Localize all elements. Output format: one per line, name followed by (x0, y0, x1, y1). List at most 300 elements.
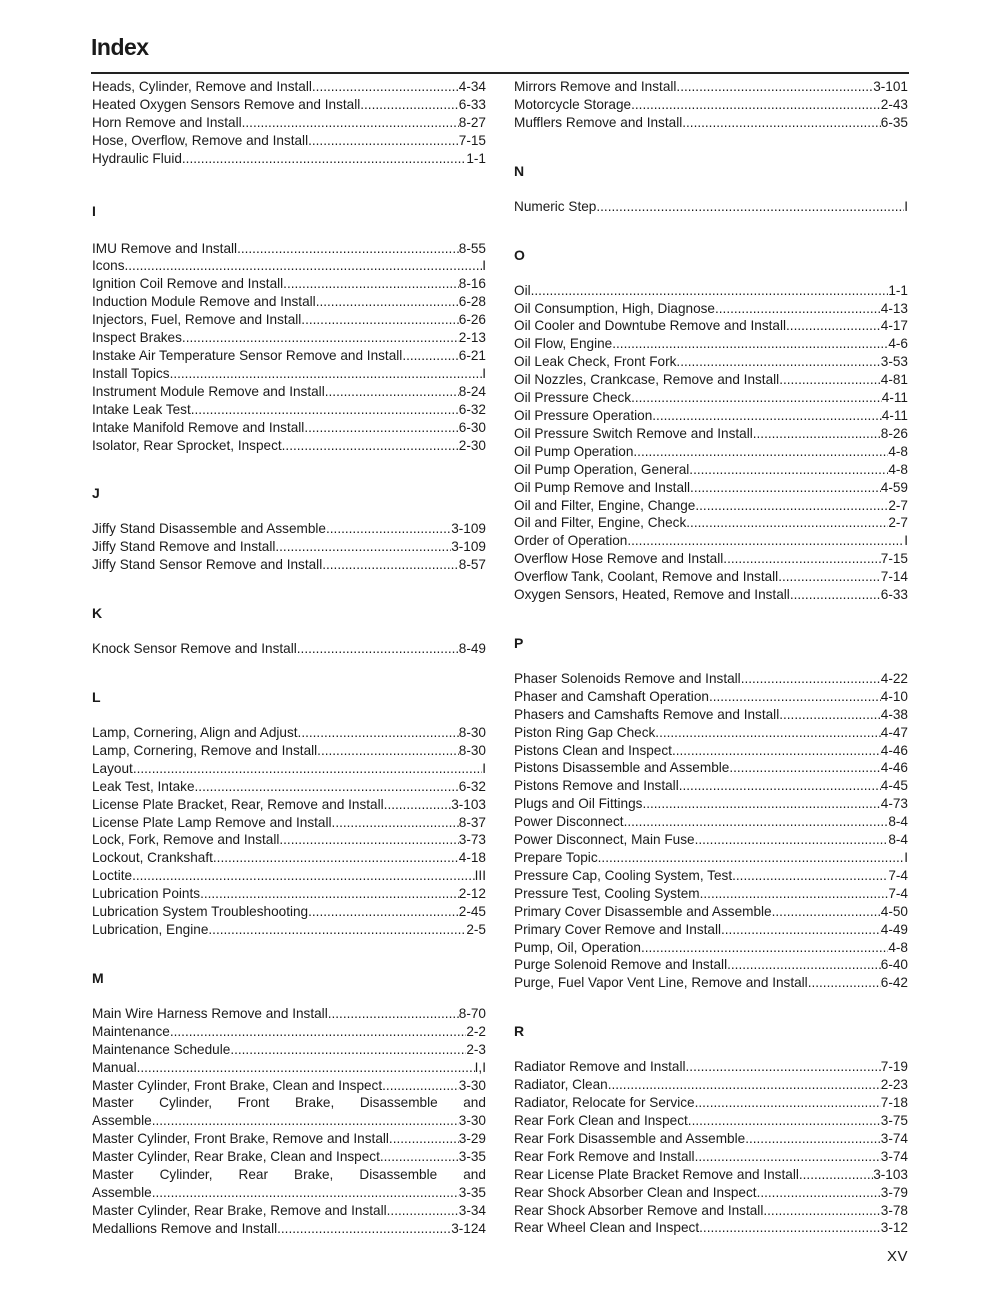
index-entry (92, 831, 486, 849)
index-entry-page-ref: 8-27 (458, 114, 486, 130)
section-letter-heading: L (92, 689, 101, 706)
dot-leader (699, 1219, 881, 1237)
index-entry (92, 903, 486, 921)
index-entry (514, 742, 908, 760)
index-entry-page-ref: 8-70 (458, 1005, 486, 1021)
dot-leader (316, 293, 459, 311)
dot-leader (237, 240, 459, 258)
index-entry-page-ref: 7-4 (888, 867, 908, 883)
dot-leader (695, 1148, 881, 1166)
index-entry-page-ref: 6-28 (458, 294, 486, 310)
index-entry-page-ref: I,I (474, 1059, 486, 1075)
dot-leader (741, 670, 881, 688)
index-entry-page-ref: 4-59 (880, 479, 908, 495)
index-entry-page-ref: 7-18 (880, 1095, 908, 1111)
dot-leader (242, 114, 459, 132)
dot-leader (757, 1184, 881, 1202)
index-entry (92, 419, 486, 437)
index-entry (514, 831, 908, 849)
index-entry-topic: Lubrication System Troubleshooting (92, 904, 309, 920)
dot-leader (641, 939, 888, 957)
dot-leader (688, 1112, 881, 1130)
index-entry (514, 550, 908, 568)
index-entry-topic: Injectors, Fuel, Remove and Install (92, 312, 302, 328)
dot-leader (384, 796, 452, 814)
dot-leader (317, 742, 459, 760)
dot-leader (715, 300, 881, 318)
page-title: Index (91, 34, 149, 60)
index-entry-topic: Plugs and Oil Fittings (514, 796, 643, 812)
dot-leader (690, 479, 881, 497)
index-entry-topic: Loctite (92, 868, 133, 884)
index-entry-topic: Lockout, Crankshaft (92, 850, 213, 866)
index-entry-topic: Install Topics (92, 365, 170, 381)
dot-leader (191, 401, 459, 419)
index-column-left (92, 78, 486, 1238)
dot-leader (642, 795, 880, 813)
dot-leader (695, 831, 889, 849)
index-entry-page-ref: 4-11 (881, 390, 908, 406)
index-entry (514, 353, 908, 371)
index-entry (92, 1202, 486, 1220)
dot-leader (652, 407, 882, 425)
index-entry-topic: Instake Air Temperature Sensor Remove and Install (92, 347, 403, 363)
index-entry (514, 956, 908, 974)
index-entry-wrapped-line (92, 1094, 486, 1112)
index-entry (514, 1112, 908, 1130)
index-entry-page-ref: III (474, 868, 486, 884)
index-entry-topic: License Plate Bracket, Rear, Remove and Install (92, 796, 384, 812)
dot-leader (631, 389, 882, 407)
index-entry-page-ref: 8-24 (458, 383, 486, 399)
index-entry (92, 329, 486, 347)
index-entry-topic: Oil Pressure Check (514, 390, 632, 406)
index-entry-topic: Lamp, Cornering, Align and Adjust (92, 725, 298, 741)
index-entry-page-ref: 4-8 (888, 461, 908, 477)
dot-leader (312, 78, 459, 96)
index-entry (514, 300, 908, 318)
index-entry-topic: Maintenance Schedule (92, 1041, 231, 1057)
wrapped-word: Cylinder, (159, 1095, 213, 1111)
index-entry-topic: Intake Manifold Remove and Install (92, 419, 305, 435)
index-entry (92, 78, 486, 96)
index-entry-topic: Overflow Tank, Coolant, Remove and Install (514, 569, 779, 585)
index-entry-topic: Rear License Plate Bracket Remove and Install (514, 1166, 799, 1182)
index-entry-topic: Heads, Cylinder, Remove and Install (92, 79, 312, 94)
index-entry-topic: Oil Pump Operation (514, 443, 634, 459)
index-entry (514, 813, 908, 831)
index-entry-page-ref: 7-15 (458, 132, 486, 148)
dot-leader (695, 1094, 881, 1112)
dot-leader (322, 556, 459, 574)
index-entry (92, 640, 486, 658)
dot-leader (332, 814, 459, 832)
index-entry-topic: Intake Leak Test (92, 401, 191, 417)
dot-leader (779, 706, 881, 724)
dot-leader (328, 1005, 459, 1023)
index-entry-topic: Oil and Filter, Engine, Check (514, 515, 687, 531)
index-entry (514, 1058, 908, 1076)
index-entry-topic: Main Wire Harness Remove and Install (92, 1005, 328, 1021)
dot-leader (727, 956, 881, 974)
section-letter-heading: R (514, 1023, 525, 1040)
section-letter-heading: O (514, 246, 525, 263)
index-entry-topic: Numeric Step (514, 198, 597, 214)
index-column-right (514, 78, 908, 1237)
dot-leader (779, 371, 881, 389)
index-entry-page-ref: 8-26 (880, 425, 908, 441)
dot-leader (778, 568, 881, 586)
index-entry-topic: Oil Cooler and Downtube Remove and Install (514, 318, 787, 334)
index-entry-page-ref: 4-8 (888, 443, 908, 459)
index-entry-topic: Oil Pressure Operation (514, 407, 653, 423)
index-entry-topic: Master Cylinder, Rear Brake, Remove and Install (92, 1202, 387, 1218)
wrapped-word: Master (92, 1167, 134, 1183)
index-entry (92, 150, 486, 168)
index-entry-topic: Leak Test, Intake (92, 778, 195, 794)
index-entry-topic: Overflow Hose Remove and Install (514, 551, 724, 567)
page-number: XV (886, 1248, 908, 1265)
index-entry-topic: Oil Leak Check, Front Fork (514, 354, 677, 370)
index-entry-topic: Rear Fork Disassemble and Assemble (514, 1130, 746, 1146)
index-entry-topic: Isolator, Rear Sprocket, Inspect (92, 437, 282, 453)
index-entry (514, 425, 908, 443)
index-entry-topic: Jiffy Stand Remove and Install (92, 539, 276, 555)
dot-leader (672, 742, 881, 760)
dot-leader (627, 532, 904, 550)
index-entry-topic: Rear Fork Clean and Inspect (514, 1112, 688, 1128)
index-entry-page-ref: 7-14 (880, 569, 908, 585)
index-entry-topic: Hose, Overflow, Remove and Install (92, 132, 309, 148)
index-entry-topic: Ignition Coil Remove and Install (92, 276, 284, 292)
index-entry (92, 383, 486, 401)
index-entry-topic: Primary Cover Remove and Install (514, 921, 721, 937)
index-entry (92, 742, 486, 760)
index-entry-page-ref: 4-17 (880, 318, 908, 334)
dot-leader (596, 198, 904, 216)
index-entry (514, 568, 908, 586)
index-entry (92, 437, 486, 455)
index-entry-page-ref: 8-49 (458, 641, 486, 657)
index-entry (514, 670, 908, 688)
index-entry-page-ref: 3-29 (458, 1131, 486, 1147)
index-entry (92, 114, 486, 132)
index-entry-page-ref: 3-74 (880, 1148, 908, 1164)
section-letter-heading: N (514, 162, 525, 179)
index-entry (514, 114, 908, 132)
dot-leader (695, 497, 888, 515)
index-entry (92, 132, 486, 150)
index-entry (514, 777, 908, 795)
index-entry-topic: Radiator, Relocate for Service (514, 1095, 695, 1111)
index-entry-page-ref: 6-26 (458, 312, 486, 328)
index-entry (92, 365, 486, 383)
wrapped-word: and (463, 1095, 486, 1111)
index-entry (92, 796, 486, 814)
index-entry (514, 867, 908, 885)
index-entry-topic: Master Cylinder, Front Brake, Remove and Install (92, 1131, 389, 1147)
index-entry-page-ref: 3-53 (880, 354, 908, 370)
index-entry (514, 706, 908, 724)
index-entry-topic: Oxygen Sensors, Heated, Remove and Install (514, 587, 790, 603)
index-entry-topic: Medallions Remove and Install (92, 1220, 278, 1236)
index-entry-topic: Oil (514, 282, 531, 298)
index-entry-page-ref: 4-73 (880, 796, 908, 812)
dot-leader (786, 317, 881, 335)
index-entry-topic: Oil Flow, Engine (514, 336, 613, 352)
index-entry (514, 1202, 908, 1220)
dot-leader (132, 867, 475, 885)
index-entry (92, 760, 486, 778)
index-entry-topic: Icons (92, 258, 125, 274)
index-entry-page-ref: 2-7 (888, 515, 908, 531)
index-entry (92, 96, 486, 114)
wrapped-word: Front (237, 1095, 270, 1111)
index-entry-topic: Purge Solenoid Remove and Install (514, 957, 728, 973)
section-letter-heading: K (92, 605, 103, 622)
index-entry-page-ref: 6-42 (880, 975, 908, 991)
index-entry-page-ref: 8-37 (458, 814, 486, 830)
wrapped-word: Disassemble (359, 1167, 438, 1183)
index-entry (514, 903, 908, 921)
section-letter-heading: P (514, 634, 524, 651)
index-entry-page-ref: 4-81 (880, 372, 908, 388)
index-entry-page-ref: 4-10 (880, 688, 908, 704)
index-entry-page-ref: 4-18 (458, 850, 486, 866)
index-entry-page-ref: 6-21 (458, 347, 486, 363)
index-entry-page-ref: 1-1 (466, 150, 486, 166)
index-entry-page-ref: 4-50 (880, 903, 908, 919)
index-entry-page-ref: 3-73 (458, 832, 486, 848)
dot-leader (182, 329, 459, 347)
index-entry (514, 461, 908, 479)
index-entry-topic: Pistons Remove and Install (514, 778, 679, 794)
dot-leader (230, 1041, 466, 1059)
index-entry-page-ref: 4-22 (880, 670, 908, 686)
index-entry-topic: Hydraulic Fluid (92, 150, 182, 166)
index-entry-topic: Rear Shock Absorber Clean and Inspect (514, 1184, 757, 1200)
wrapped-word: Brake, (294, 1095, 335, 1111)
dot-leader (279, 831, 458, 849)
dot-leader (753, 425, 881, 443)
index-entry-topic: Oil Pressure Switch Remove and Install (514, 425, 753, 441)
dot-leader (729, 759, 880, 777)
index-entry-page-ref: 8-30 (458, 742, 486, 758)
index-entry-topic: Rear Shock Absorber Remove and Install (514, 1202, 764, 1218)
index-entry-page-ref: 2-43 (880, 96, 908, 112)
dot-leader (631, 96, 881, 114)
index-entry-page-ref: 8-4 (888, 832, 908, 848)
index-entry (514, 849, 908, 867)
dot-leader (387, 1202, 459, 1220)
index-entry-page-ref: 2-5 (466, 922, 486, 937)
dot-leader (133, 760, 482, 778)
dot-leader (325, 383, 459, 401)
index-entry (514, 371, 908, 389)
dot-leader (304, 419, 458, 437)
index-entry-page-ref: I (904, 850, 908, 865)
index-entry (514, 479, 908, 497)
title-rule (91, 72, 909, 74)
index-entry (92, 1184, 486, 1202)
index-entry (514, 335, 908, 353)
dot-leader (380, 1148, 459, 1166)
index-entry (92, 293, 486, 311)
index-entry-page-ref: 4-46 (880, 742, 908, 758)
dot-leader (790, 586, 881, 604)
index-entry-page-ref: 3-75 (880, 1112, 908, 1128)
dot-leader (382, 1077, 459, 1095)
index-entry-page-ref: 3-109 (451, 521, 486, 537)
wrapped-word: Master (92, 1095, 134, 1111)
index-entry-page-ref: 8-16 (458, 276, 486, 292)
index-entry-topic: Power Disconnect (514, 814, 624, 830)
index-entry-page-ref: I (482, 258, 486, 274)
index-entry-topic: Jiffy Stand Sensor Remove and Install (92, 557, 323, 573)
section-letter-heading: J (92, 485, 100, 502)
index-entry-page-ref: 4-13 (880, 300, 908, 316)
dot-leader (633, 443, 888, 461)
index-entry-topic: Jiffy Stand Disassemble and Assemble (92, 521, 326, 537)
index-entry-topic: Motorcycle Storage (514, 96, 632, 112)
index-entry-topic: Knock Sensor Remove and Install (92, 641, 297, 657)
dot-leader (732, 867, 888, 885)
index-entry-topic: Layout (92, 760, 133, 776)
index-entry-page-ref: 3-74 (880, 1130, 908, 1146)
index-entry-page-ref: 3-12 (880, 1220, 908, 1236)
index-entry-topic: Power Disconnect, Main Fuse (514, 832, 695, 848)
index-entry (514, 795, 908, 813)
index-entry (514, 532, 908, 550)
index-entry-page-ref: 8-4 (888, 814, 908, 830)
index-entry-topic: Piston Ring Gap Check (514, 724, 656, 740)
index-entry-page-ref: 4-49 (880, 921, 908, 937)
index-entry-page-ref: 2-3 (466, 1041, 486, 1057)
dot-leader (170, 1023, 467, 1041)
dot-leader (689, 461, 888, 479)
index-entry (514, 974, 908, 992)
index-entry-page-ref: 6-32 (458, 778, 486, 794)
dot-leader (655, 724, 880, 742)
index-entry-topic: Phaser Solenoids Remove and Install (514, 670, 741, 686)
index-entry-topic: Inspect Brakes (92, 330, 182, 346)
index-entry (514, 96, 908, 114)
index-entry (92, 867, 486, 885)
index-entry-topic: Pistons Disassemble and Assemble (514, 760, 730, 776)
dot-leader (799, 1166, 873, 1184)
index-entry-topic: Phaser and Camshaft Operation (514, 688, 709, 704)
index-entry-page-ref: 2-23 (880, 1077, 908, 1093)
index-entry-page-ref: 6-30 (458, 419, 486, 435)
index-entry (92, 921, 486, 939)
index-entry (514, 282, 908, 300)
index-entry (92, 1023, 486, 1041)
index-entry (92, 1005, 486, 1023)
index-entry (514, 1148, 908, 1166)
dot-leader (283, 275, 459, 293)
index-entry-page-ref: 3-30 (458, 1113, 486, 1129)
index-entry-page-ref: 2-30 (458, 437, 486, 453)
index-entry-page-ref: 8-30 (458, 725, 486, 741)
dot-leader (808, 974, 881, 992)
dot-leader (721, 921, 881, 939)
index-entry-topic: Induction Module Remove and Install (92, 294, 316, 310)
dot-leader (275, 538, 451, 556)
index-entry-topic: Assemble (92, 1184, 152, 1200)
index-entry (92, 401, 486, 419)
dot-leader (686, 514, 888, 532)
index-entry-topic: Radiator Remove and Install (514, 1059, 686, 1075)
index-entry-page-ref: 3-103 (873, 1166, 908, 1182)
index-entry-topic: Mirrors Remove and Install (514, 79, 677, 94)
dot-leader (301, 311, 458, 329)
dot-leader (700, 885, 889, 903)
index-entry-topic: Oil Consumption, High, Diagnose (514, 300, 715, 316)
index-entry-topic: Phasers and Camshafts Remove and Install (514, 706, 780, 722)
index-entry-page-ref: 6-35 (880, 114, 908, 130)
dot-leader (308, 132, 459, 150)
index-entry-page-ref: I (482, 760, 486, 776)
index-entry-topic: Pump, Oil, Operation (514, 939, 641, 955)
index-entry-topic: Master Cylinder, Front Brake, Clean and Inspect (92, 1077, 383, 1093)
dot-leader (531, 282, 889, 300)
index-entry-topic: Lock, Fork, Remove and Install (92, 832, 280, 848)
index-entry-topic: Horn Remove and Install (92, 114, 242, 130)
dot-leader (282, 437, 459, 455)
index-entry-page-ref: I (904, 533, 908, 549)
index-entry-page-ref: 8-55 (458, 240, 486, 256)
index-entry (514, 1076, 908, 1094)
dot-leader (686, 1058, 881, 1076)
index-entry-page-ref: 3-103 (451, 796, 486, 812)
index-entry-topic: Prepare Topic (514, 850, 598, 865)
index-entry (92, 556, 486, 574)
index-entry-page-ref: 4-45 (880, 778, 908, 794)
dot-leader (200, 885, 459, 903)
dot-leader (326, 520, 451, 538)
wrapped-word: Cylinder, (159, 1167, 213, 1183)
index-entry-page-ref: 4-46 (880, 760, 908, 776)
wrapped-word: Rear (238, 1167, 268, 1183)
index-entry (514, 407, 908, 425)
index-entry-topic: Rear Fork Remove and Install (514, 1148, 695, 1164)
index-entry-page-ref: 7-15 (880, 551, 908, 567)
dot-leader (612, 335, 888, 353)
index-entry-page-ref: 2-12 (458, 886, 486, 902)
index-entry (514, 78, 908, 96)
index-entry (514, 389, 908, 407)
index-entry-topic: Rear Wheel Clean and Inspect (514, 1220, 700, 1236)
index-entry (514, 688, 908, 706)
index-entry-page-ref: 3-35 (458, 1149, 486, 1165)
index-entry-topic: Oil Pump Remove and Install (514, 479, 691, 495)
index-entry (92, 778, 486, 796)
index-entry-topic: IMU Remove and Install (92, 240, 238, 256)
index-entry (514, 1130, 908, 1148)
index-entry (92, 849, 486, 867)
index-entry-topic: Purge, Fuel Vapor Vent Line, Remove and Install (514, 975, 808, 991)
index-entry-topic: Lubrication Points (92, 886, 201, 902)
index-entry-topic: Instrument Module Remove and Install (92, 383, 325, 399)
index-entry-page-ref: 7-4 (888, 885, 908, 901)
index-entry-topic: Pressure Cap, Cooling System, Test (514, 867, 733, 883)
dot-leader (709, 688, 881, 706)
index-entry-page-ref: 8-57 (458, 557, 486, 573)
index-entry (514, 1219, 908, 1237)
index-entry (92, 240, 486, 258)
index-entry-page-ref: 3-34 (458, 1202, 486, 1218)
index-entry-topic: Manual (92, 1059, 137, 1075)
